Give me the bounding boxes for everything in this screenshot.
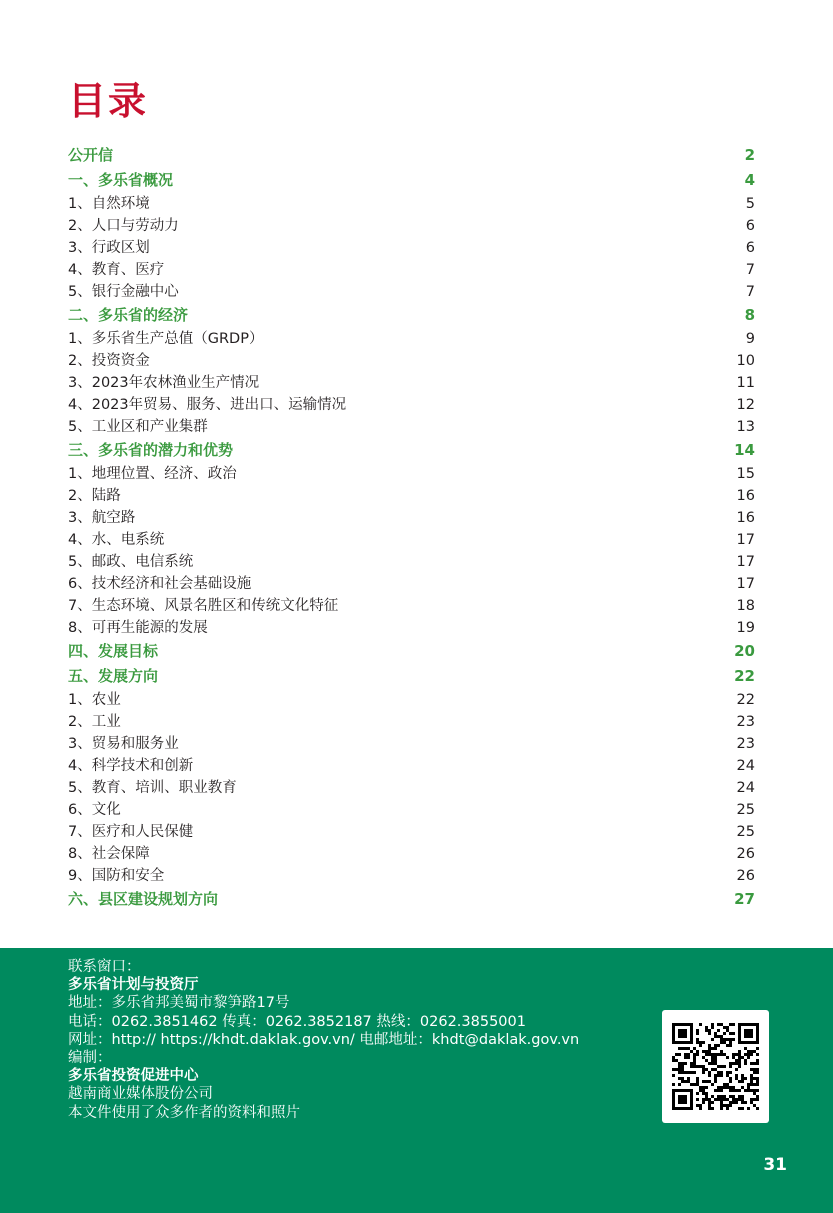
toc-label: 五、发展方向 [68, 667, 159, 685]
toc-section-row[interactable] [68, 303, 755, 328]
toc-section-row[interactable] [68, 143, 755, 168]
toc-item-row[interactable] [68, 259, 755, 281]
toc-page-number: 16 [736, 488, 755, 504]
toc-item-row[interactable] [68, 193, 755, 215]
toc-item-row[interactable] [68, 463, 755, 485]
toc-label: 2、人口与劳动力 [68, 218, 179, 234]
contact-line: 联系窗口： [68, 959, 141, 975]
contact-line: 多乐省计划与投资厅 [68, 977, 199, 994]
toc-page-number: 23 [736, 736, 755, 752]
toc-item-row[interactable] [68, 843, 755, 865]
toc-item-row[interactable] [68, 595, 755, 617]
contact-footer [0, 948, 833, 1213]
toc-page-number: 5 [745, 196, 755, 212]
toc-page-number: 2 [744, 146, 755, 164]
toc-item-row[interactable] [68, 328, 755, 350]
toc-page-number: 23 [736, 714, 755, 730]
toc-page-number: 19 [736, 620, 755, 636]
toc-label: 8、可再生能源的发展 [68, 620, 208, 636]
qr-code-icon [662, 1010, 769, 1123]
toc-item-row[interactable] [68, 416, 755, 438]
toc-item-row[interactable] [68, 281, 755, 303]
contact-line: 编制： [68, 1050, 112, 1067]
toc-label: 6、文化 [68, 802, 121, 818]
toc-label: 8、社会保障 [68, 846, 150, 862]
toc-page-number: 18 [736, 598, 755, 614]
toc-page-number: 26 [736, 846, 755, 862]
toc-item-row[interactable] [68, 529, 755, 551]
toc-page-number: 27 [734, 890, 755, 908]
toc-label: 4、教育、医疗 [68, 262, 165, 278]
toc-label: 2、工业 [68, 714, 121, 730]
toc-section-row[interactable] [68, 639, 755, 664]
toc-item-row[interactable] [68, 821, 755, 843]
toc-label: 3、2023年农林渔业生产情况 [68, 375, 260, 391]
toc-page-number: 17 [736, 554, 755, 570]
toc-page-number: 6 [745, 240, 755, 256]
table-of-contents [68, 143, 755, 912]
contact-line: 电话：0262.3851462 传真：0262.3852187 热线：0262.3855001 [68, 1013, 526, 1030]
toc-item-row[interactable] [68, 215, 755, 237]
toc-page-number: 17 [736, 532, 755, 548]
toc-label: 4、2023年贸易、服务、进出口、运输情况 [68, 397, 347, 413]
toc-item-row[interactable] [68, 485, 755, 507]
toc-label: 3、贸易和服务业 [68, 736, 179, 752]
toc-label: 7、生态环境、风景名胜区和传统文化特征 [68, 598, 339, 614]
toc-item-row[interactable] [68, 350, 755, 372]
toc-label: 二、多乐省的经济 [68, 306, 189, 324]
toc-label: 5、银行金融中心 [68, 284, 179, 300]
toc-item-row[interactable] [68, 372, 755, 394]
toc-page-number: 13 [736, 419, 755, 435]
toc-section-row[interactable] [68, 168, 755, 193]
toc-label: 1、多乐省生产总值（GRDP） [68, 331, 264, 347]
toc-page-number: 9 [745, 331, 755, 347]
toc-page-number: 17 [736, 576, 755, 592]
toc-label: 4、水、电系统 [68, 532, 165, 548]
contact-line: 越南商业媒体股份公司 [68, 1086, 213, 1103]
contact-info [68, 958, 579, 1122]
toc-page-number: 14 [734, 441, 755, 459]
page-title: 目录 [68, 79, 149, 123]
toc-label: 1、农业 [68, 692, 121, 708]
toc-page-number: 24 [736, 758, 755, 774]
toc-page-number: 8 [744, 306, 755, 324]
toc-page-number: 10 [736, 353, 755, 369]
toc-page-number: 16 [736, 510, 755, 526]
toc-item-row[interactable] [68, 755, 755, 777]
toc-label: 3、行政区划 [68, 240, 150, 256]
toc-page-number: 26 [736, 868, 755, 884]
toc-label: 5、邮政、电信系统 [68, 554, 194, 570]
toc-label: 3、航空路 [68, 510, 136, 526]
toc-label: 四、发展目标 [68, 642, 159, 660]
toc-label: 7、医疗和人民保健 [68, 824, 194, 840]
toc-label: 1、地理位置、经济、政治 [68, 466, 237, 482]
toc-label: 4、科学技术和创新 [68, 758, 194, 774]
toc-item-row[interactable] [68, 733, 755, 755]
toc-page-number: 4 [744, 171, 755, 189]
toc-section-row[interactable] [68, 664, 755, 689]
toc-label: 9、国防和安全 [68, 868, 165, 884]
toc-item-row[interactable] [68, 573, 755, 595]
toc-item-row[interactable] [68, 617, 755, 639]
toc-page-number: 20 [734, 642, 755, 660]
toc-label: 6、技术经济和社会基础设施 [68, 576, 252, 592]
toc-item-row[interactable] [68, 394, 755, 416]
toc-page-number: 25 [736, 802, 755, 818]
toc-page-number: 7 [745, 262, 755, 278]
page-number: 31 [763, 1155, 787, 1175]
toc-item-row[interactable] [68, 799, 755, 821]
toc-item-row[interactable] [68, 237, 755, 259]
toc-page-number: 7 [745, 284, 755, 300]
toc-page-number: 12 [736, 397, 755, 413]
contact-line: 网址：http:// https://khdt.daklak.gov.vn/ 电邮地址：khdt@daklak.gov.vn [68, 1031, 580, 1048]
toc-section-row[interactable] [68, 887, 755, 912]
toc-item-row[interactable] [68, 507, 755, 529]
toc-page-number: 6 [745, 218, 755, 234]
contact-line: 本文件使用了众多作者的资料和照片 [68, 1104, 300, 1121]
toc-label: 5、教育、培训、职业教育 [68, 780, 237, 796]
contact-line: 地址：多乐省邦美蜀市黎笋路17号 [68, 995, 290, 1012]
toc-label: 1、自然环境 [68, 196, 150, 212]
toc-item-row[interactable] [68, 551, 755, 573]
toc-label: 一、多乐省概况 [68, 171, 174, 189]
toc-item-row[interactable] [68, 865, 755, 887]
toc-item-row[interactable] [68, 689, 755, 711]
toc-label: 六、县区建设规划方向 [68, 890, 219, 908]
toc-page-number: 22 [736, 692, 755, 708]
toc-label: 2、陆路 [68, 488, 121, 504]
toc-page-number: 15 [736, 466, 755, 482]
toc-item-row[interactable] [68, 777, 755, 799]
toc-label: 5、工业区和产业集群 [68, 419, 208, 435]
toc-item-row[interactable] [68, 711, 755, 733]
toc-section-row[interactable] [68, 438, 755, 463]
toc-label: 公开信 [68, 146, 114, 164]
toc-page-number: 11 [736, 375, 755, 391]
toc-page-number: 24 [736, 780, 755, 796]
contact-line: 多乐省投资促进中心 [68, 1068, 199, 1085]
toc-label: 三、多乐省的潜力和优势 [68, 441, 234, 459]
toc-label: 2、投资资金 [68, 353, 150, 369]
toc-page-number: 25 [736, 824, 755, 840]
toc-page-number: 22 [734, 667, 755, 685]
